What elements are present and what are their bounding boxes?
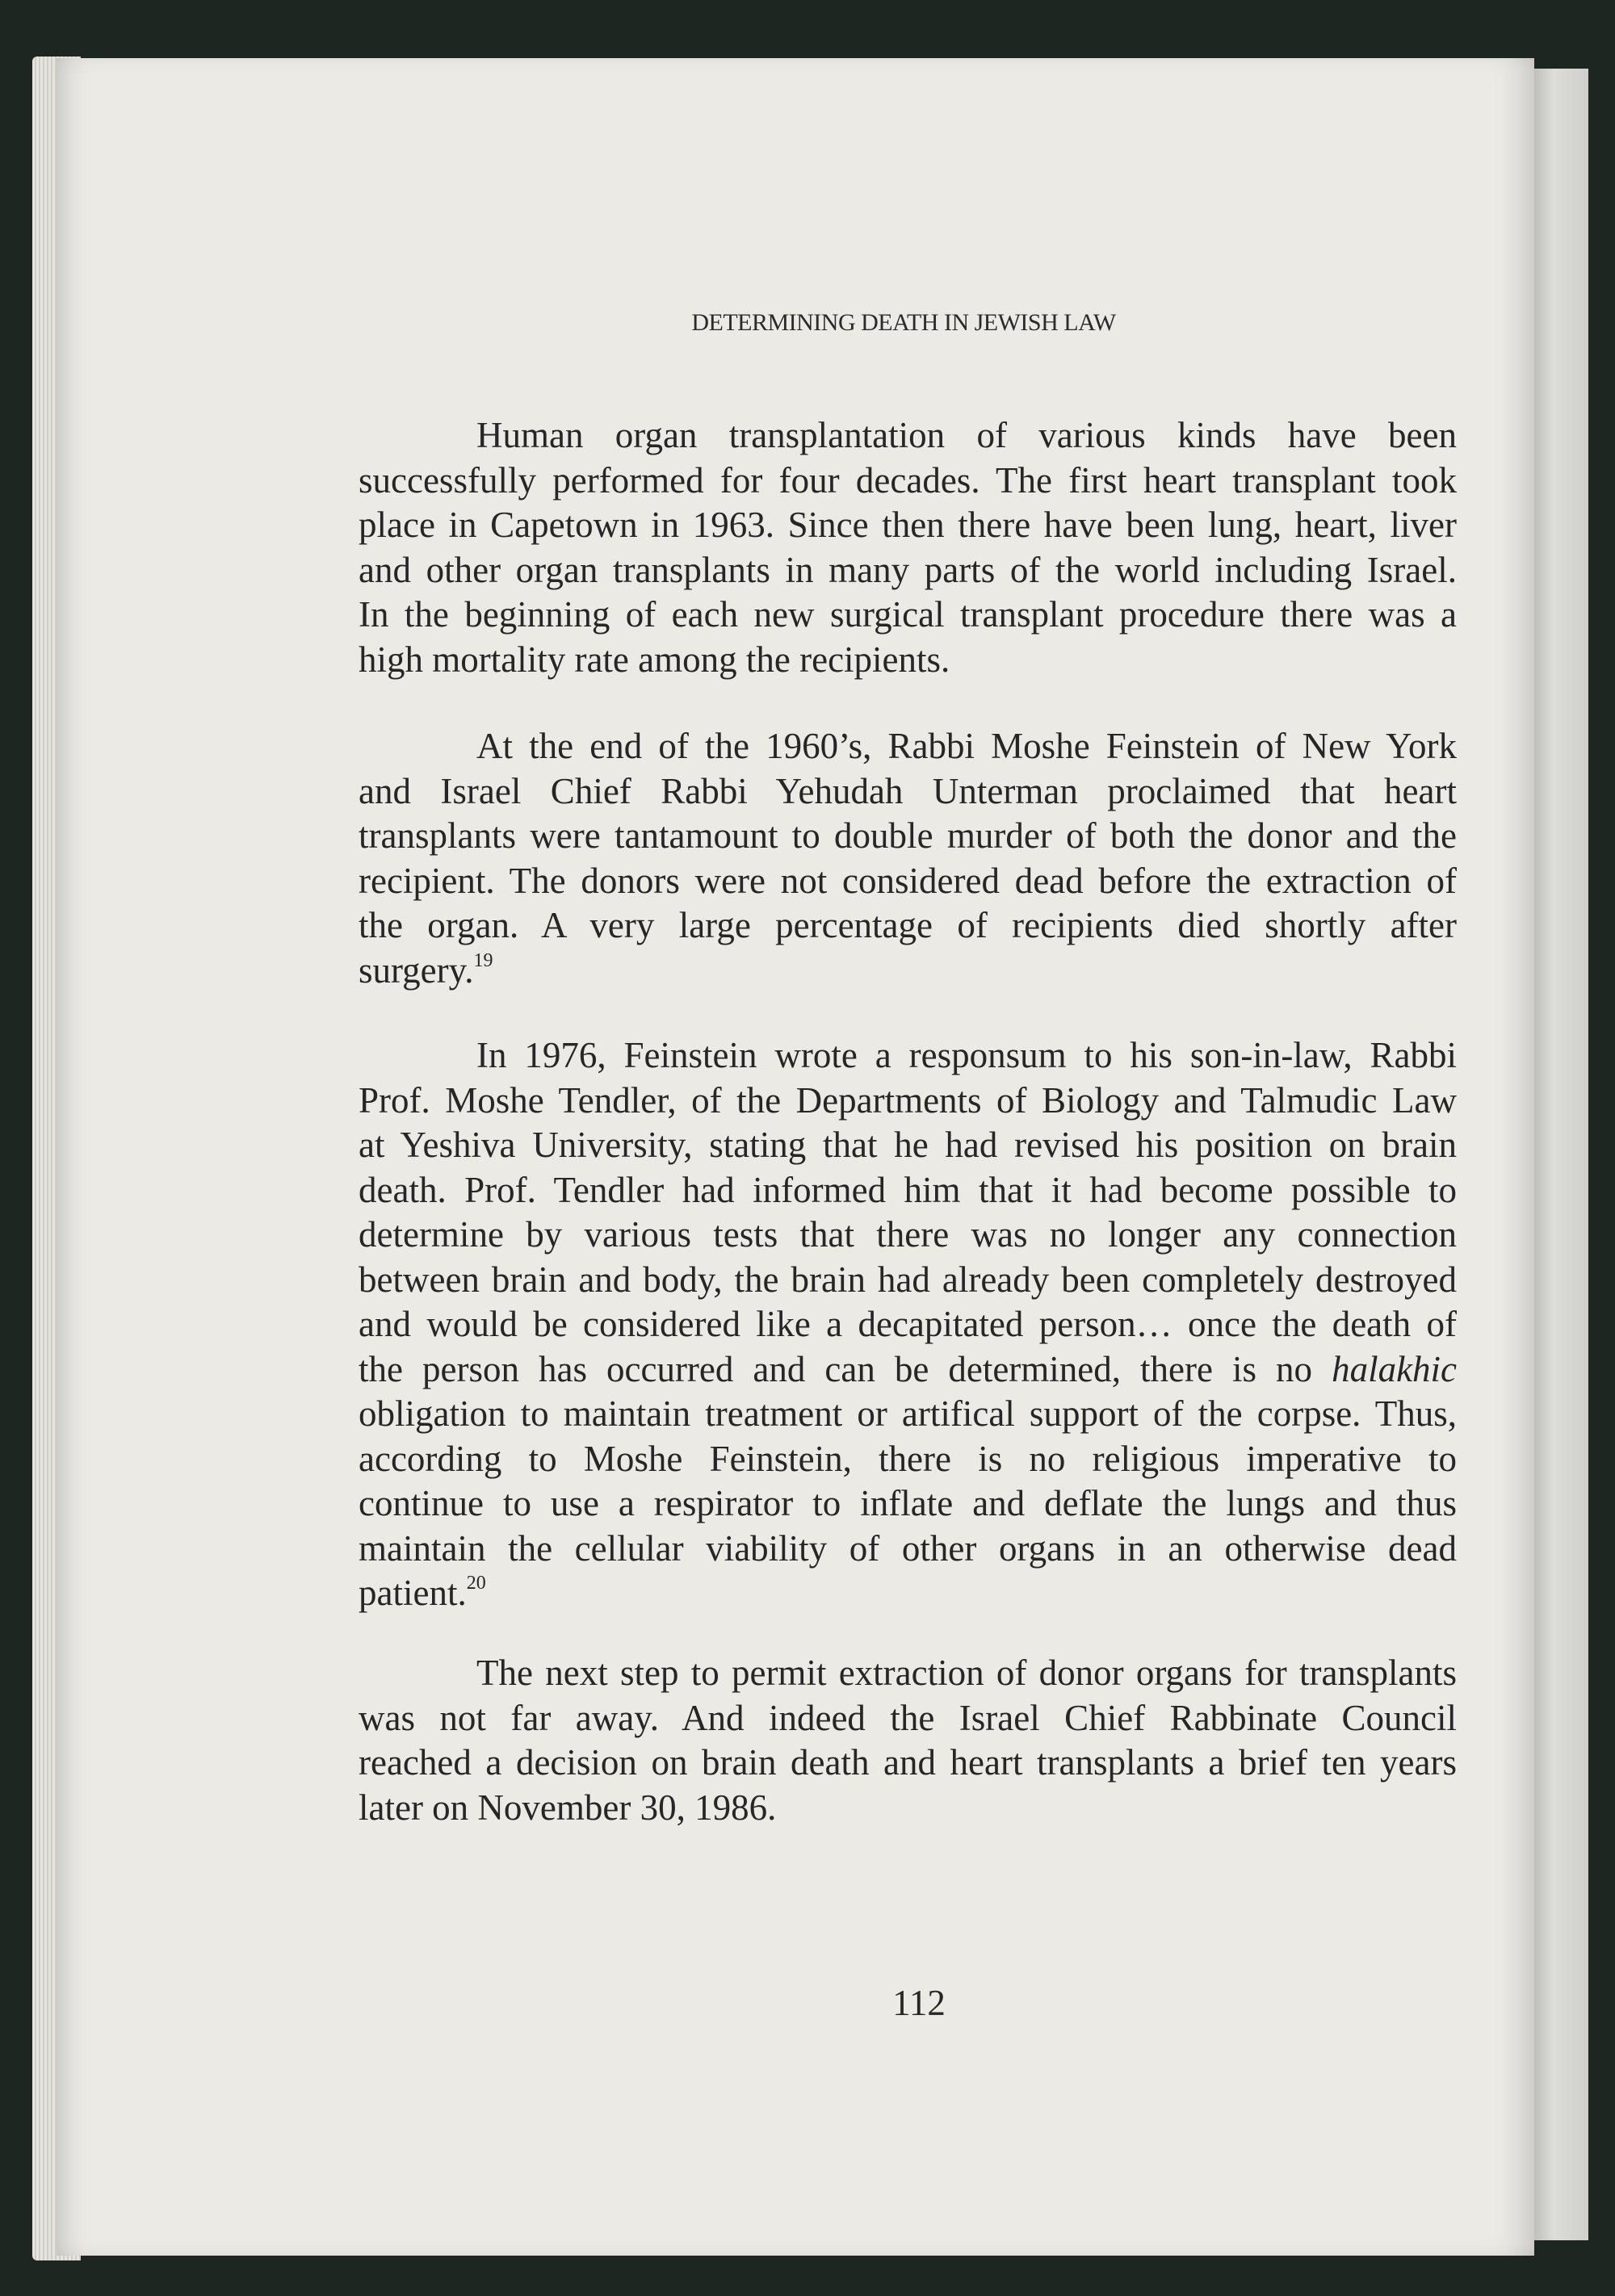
text-line [359, 1696, 1457, 1741]
text-line [359, 1213, 1457, 1258]
text-line [359, 1527, 1457, 1572]
text-line [359, 1571, 1457, 1616]
running-head: DETERMINING DEATH IN JEWISH LAW [691, 309, 1116, 336]
text-line [359, 459, 1457, 504]
line-text: was not far away. And indeed the Israel Chief Rabbinate Council [359, 1697, 1457, 1738]
footnote-marker: 20 [466, 1573, 486, 1594]
line-text: In 1976, Feinstein wrote a responsum to his son-in-law, Rabbi [476, 1035, 1457, 1075]
line-text: and would be considered like a decapitated person… once the death of [359, 1304, 1457, 1344]
text-line [359, 1123, 1457, 1168]
line-text: and other organ transplants in many parts of the world including Israel. [359, 549, 1457, 590]
paragraph-3 [359, 1033, 1457, 1616]
line-text: death. Prof. Tendler had informed him that it had become possible to [359, 1169, 1457, 1210]
line-text: between brain and body, the brain had already been completely destroyed [359, 1259, 1457, 1300]
text-line [359, 638, 1457, 683]
text-line [359, 1079, 1457, 1124]
text-line [359, 724, 1457, 769]
line-text: successfully performed for four decades. The first heart transplant took [359, 459, 1457, 501]
line-text: Human organ transplantation of various kinds have been [476, 415, 1457, 455]
text-line [359, 1437, 1457, 1482]
text-line [359, 1302, 1457, 1347]
italic-term: halakhic [1332, 1348, 1458, 1389]
text-line [359, 1168, 1457, 1213]
text-line [359, 949, 1457, 994]
line-text: according to Moshe Feinstein, there is no religious imperative to [359, 1438, 1457, 1479]
line-text: continue to use a respirator to inflate and deflate the lungs and thus [359, 1483, 1457, 1523]
text-line [359, 859, 1457, 904]
text-line [359, 1347, 1457, 1393]
line-text: later on November 30, 1986. [359, 1787, 777, 1828]
text-line [359, 814, 1457, 859]
line-text: place in Capetown in 1963. Since then there have been lung, heart, liver [359, 505, 1457, 545]
paragraph-4 [359, 1651, 1457, 1830]
text-line [359, 1481, 1457, 1527]
line-text: At the end of the 1960’s, Rabbi Moshe Feinstein of New York [476, 726, 1457, 766]
text-line [359, 593, 1457, 638]
line-text: The next step to permit extraction of donor organs for transplants [476, 1653, 1457, 1693]
line-text: high mortality rate among the recipients. [359, 639, 950, 680]
line-text: the organ. A very large percentage of recipients died shortly after [359, 905, 1457, 945]
page-number: 112 [892, 1983, 946, 2023]
text-line [359, 1392, 1457, 1437]
paragraph-2 [359, 724, 1457, 993]
footnote-marker: 19 [473, 949, 493, 971]
line-text: the person has occurred and can be determined, there is no [359, 1348, 1313, 1389]
text-line [359, 503, 1457, 548]
line-text: determine by various tests that there was no longer any connection [359, 1214, 1457, 1255]
line-text: reached a decision on brain death and heart transplants a brief ten years [359, 1742, 1457, 1783]
text-line [359, 1741, 1457, 1786]
line-text: maintain the cellular viability of other organs in an otherwise dead [359, 1527, 1457, 1569]
text-line [359, 413, 1457, 459]
paragraph-1 [359, 413, 1457, 682]
next-page-edge [1530, 69, 1588, 2240]
line-text: obligation to maintain treatment or artifical support of the corpse. Thus, [359, 1393, 1457, 1434]
line-text: In the beginning of each new surgical transplant procedure there was a [359, 594, 1457, 635]
line-text: patient. [359, 1573, 467, 1613]
line-text: recipient. The donors were not considered dead before the extraction of [359, 860, 1457, 901]
text-line [359, 1033, 1457, 1079]
line-text: at Yeshiva University, stating that he had revised his position on brain [359, 1125, 1457, 1165]
text-line [359, 769, 1457, 815]
line-text: transplants were tantamount to double murder of both the donor and the [359, 815, 1457, 856]
line-text: surgery. [359, 949, 474, 991]
line-text: and Israel Chief Rabbi Yehudah Unterman proclaimed that heart [359, 770, 1457, 811]
line-text: Prof. Moshe Tendler, of the Departments of Biology and Talmudic Law [359, 1079, 1457, 1121]
text-line [359, 903, 1457, 949]
text-line [359, 1786, 1457, 1831]
text-line [359, 1651, 1457, 1696]
text-line [359, 548, 1457, 593]
text-line [359, 1258, 1457, 1303]
